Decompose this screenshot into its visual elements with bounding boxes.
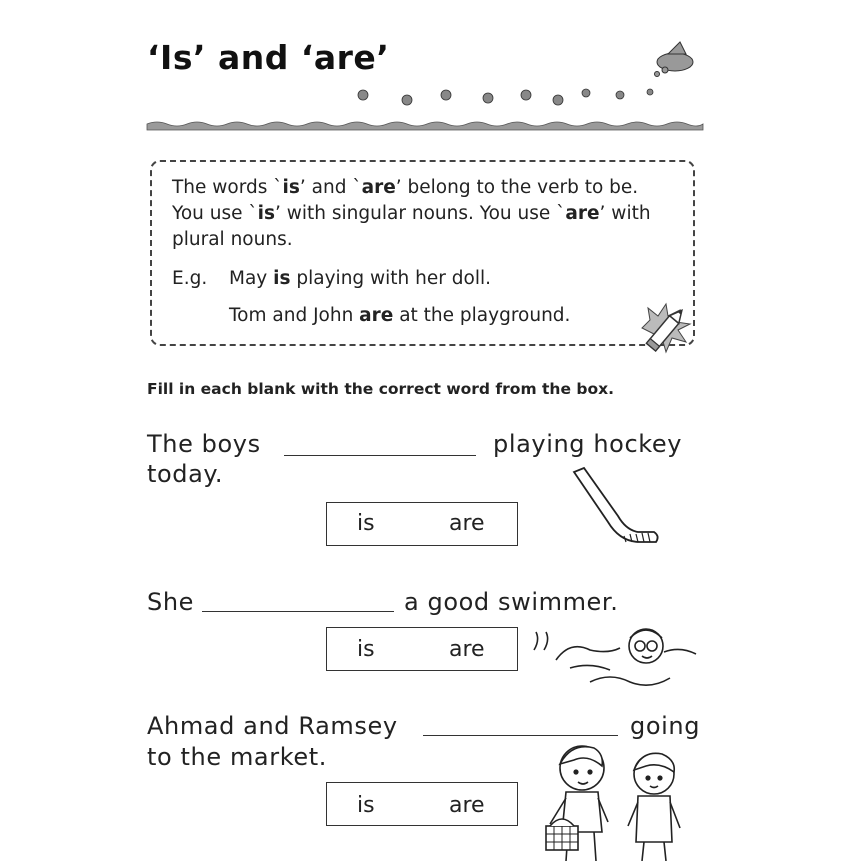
hockey-stick-icon: [568, 466, 664, 550]
example-sentence-1: [229, 268, 491, 289]
instruction-text: Fill in each blank with the correct word from the box.: [147, 380, 614, 398]
option-are[interactable]: are: [449, 511, 485, 536]
bold-are: are: [361, 177, 396, 198]
example-label: E.g.: [172, 268, 208, 289]
example-text: May: [229, 268, 274, 289]
two-boys-icon: [542, 742, 702, 861]
question-2-part1: She: [147, 588, 195, 616]
option-is[interactable]: is: [357, 637, 375, 662]
example-bold: is: [273, 268, 291, 289]
answer-blank-3[interactable]: [423, 735, 618, 736]
example-text: at the playground.: [393, 305, 571, 326]
example-text: playing with her doll.: [290, 268, 491, 289]
bold-is: is: [257, 203, 276, 224]
question-2-part2: a good swimmer.: [404, 588, 619, 616]
flowers-decoration-icon: [350, 40, 710, 110]
question-1-part1: The boys: [147, 430, 261, 458]
option-are[interactable]: are: [449, 637, 485, 662]
rule-text-segment: ’ belong to the verb to be.: [395, 177, 639, 198]
grass-divider: [147, 118, 703, 134]
example-bold: are: [359, 305, 394, 326]
pencil-icon: [636, 298, 700, 362]
rule-text-segment: plural nouns.: [172, 229, 293, 250]
rule-text-segment: You use `: [172, 203, 258, 224]
rule-text-segment: ’ with: [599, 203, 651, 224]
option-are[interactable]: are: [449, 793, 485, 818]
question-3-part1: Ahmad and Ramsey: [147, 712, 398, 740]
question-3-part2: going: [630, 712, 701, 740]
rule-text-segment: ’ and `: [299, 177, 362, 198]
word-box-1: [326, 502, 518, 546]
option-is[interactable]: is: [357, 511, 375, 536]
example-text: Tom and John: [229, 305, 360, 326]
question-1-part3: today.: [147, 460, 224, 488]
question-1-part2: playing hockey: [493, 430, 683, 458]
word-box-2: [326, 627, 518, 671]
word-box-3: [326, 782, 518, 826]
bold-are: are: [565, 203, 600, 224]
rule-text-segment: The words `: [172, 177, 283, 198]
swimmer-icon: [530, 620, 705, 690]
page-title: ‘Is’ and ‘are’: [147, 38, 390, 77]
bold-is: is: [282, 177, 300, 198]
rule-text: [172, 175, 682, 253]
example-sentence-2: [229, 305, 570, 326]
question-3-part3: to the market.: [147, 743, 327, 771]
option-is[interactable]: is: [357, 793, 375, 818]
answer-blank-1[interactable]: [284, 455, 476, 456]
answer-blank-2[interactable]: [202, 611, 394, 612]
bird-icon: [655, 42, 694, 77]
rule-text-segment: ’ with singular nouns. You use `: [275, 203, 566, 224]
